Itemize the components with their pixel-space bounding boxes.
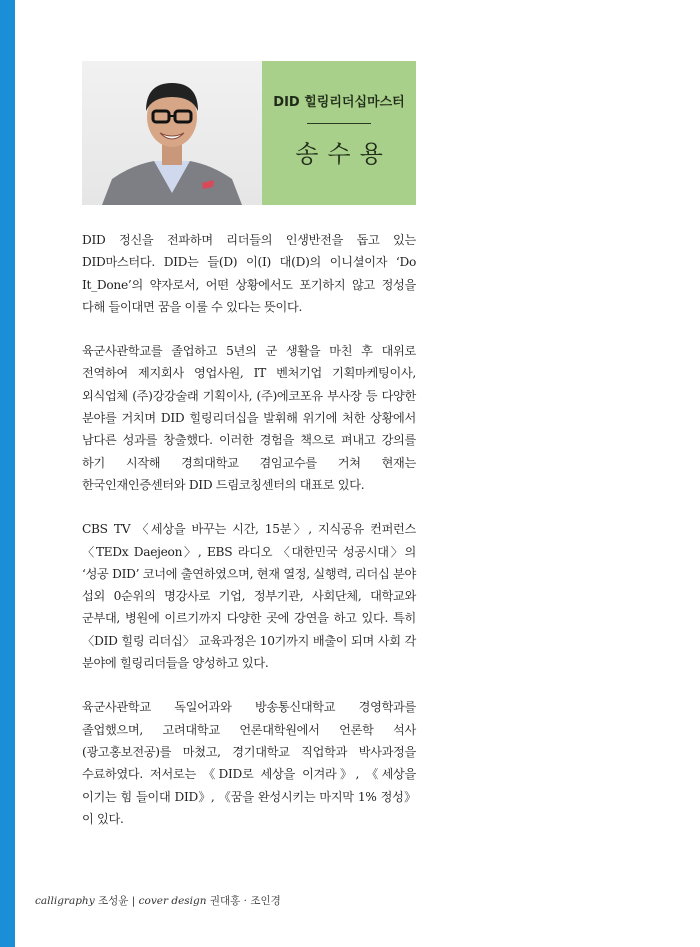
author-photo	[82, 61, 262, 205]
blue-spine-bar	[0, 0, 15, 947]
bio-paragraph: DID 정신을 전파하며 리더들의 인생반전을 돕고 있는 DID마스터다. DID는 들(D) 이(I) 대(D)의 이니셜이자 ‘Do It_Done’의 약자로서, 어떤 상황에서도 포기하지 않고 정성을 다해 들이대면 꿈을 이룰 수 있다는 뜻이다.	[82, 233, 416, 314]
author-bio	[82, 229, 416, 852]
author-role: DID 힐링리더십마스터	[273, 95, 405, 110]
calligraphy-name: 조성윤	[97, 895, 129, 907]
author-portrait-illustration	[82, 61, 262, 205]
bio-paragraph: CBS TV 〈세상을 바꾸는 시간, 15분〉, 지식공유 컨퍼런스 〈TEDx Daejeon〉, EBS 라디오 〈대한민국 성공시대〉의 ‘성공 DID’ 코너에 출연하였으며, 현재 열정, 실행력, 리더십 분야 섭외 0순위의 명강사로 기업, 정부기관, 사회단체, 대학교와 군부대, 병원에 이르기까지 다양한 곳에 강연을 하고 있다. 특히 〈DID 힐링 리더십〉 교육과정은 10기까지 배출이 되며 사회 각 분야에 힐링리더들을 양성하고 있다.	[82, 522, 416, 671]
cover-design-label: cover design	[138, 895, 207, 907]
cover-design-names: 권대홍 · 조인경	[209, 895, 281, 907]
calligraphy-label: calligraphy	[35, 895, 95, 907]
author-name: 송수용	[295, 140, 392, 168]
bio-paragraph: 육군사관학교 독일어과와 방송통신대학교 경영학과를 졸업했으며, 고려대학교 언론대학원에서 언론학 석사(광고홍보전공)를 마쳤고, 경기대학교 직업학과 박사과정을 수료하였다. 저서로는 《DID로 세상을 이겨라》, 《세상을 이기는 힘 들이대 DID》, 《꿈을 완성시키는 마지막 1% 정성》이 있다.	[82, 700, 416, 826]
author-header	[82, 61, 416, 205]
design-credits	[35, 893, 281, 908]
bio-paragraph: 육군사관학교를 졸업하고 5년의 군 생활을 마친 후 대위로 전역하여 제지회사 영업사원, IT 벤처기업 기획마케팅이사, 외식업체 (주)강강술래 기획이사, (주)에코포유 부사장 등 다양한 분야를 거치며 DID 힐링리더십을 발휘해 위기에 처한 상황에서 남다른 성과를 창출했다. 이러한 경험을 책으로 펴내고 강의를 하기 시작해 경희대학교 겸임교수를 거쳐 현재는 한국인재인증센터와 DID 드림코칭센터의 대표로 있다.	[82, 344, 416, 492]
author-title-box	[262, 61, 416, 205]
title-divider	[307, 123, 371, 124]
credits-separator: |	[131, 895, 136, 907]
